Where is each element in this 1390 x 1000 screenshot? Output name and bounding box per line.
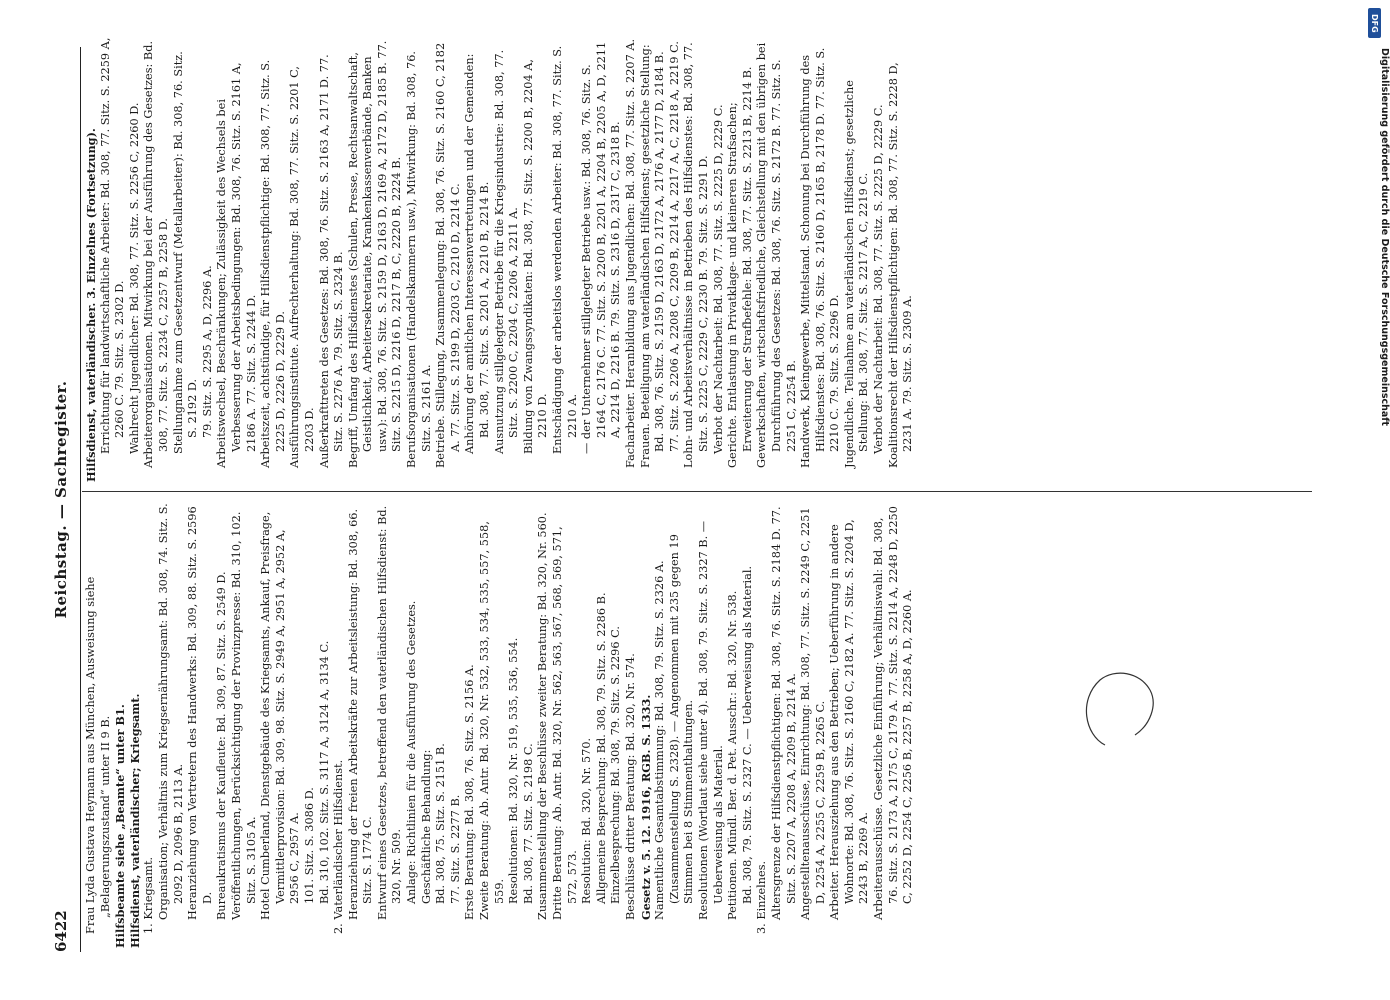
index-entry: Heranziehung der freien Arbeitskräfte zur Arbeitsleistung: Bd. 308, 66. Sitz. S. 1774 C. (346, 508, 375, 920)
index-entry: Resolution: Bd. 320, Nr. 570. (580, 737, 594, 904)
page-number: 6422 (52, 910, 70, 952)
index-entry: Zusammenstellung der Beschlüsse zweiter Beratung: Bd. 320, Nr. 560. (536, 512, 550, 920)
index-entry: Bd. 308, 75. Sitz. S. 2151 B. (434, 743, 448, 904)
index-entry: Außerkrafttreten des Gesetzes: Bd. 308, 76. Sitz. S. 2163 A, 2171 D. 77. Sitz. S. 2276 A. 79. Sitz. S. 2324 B. (317, 54, 346, 468)
index-entry: Dritte Beratung: Ab. Antr. Bd. 320, Nr. 562, 563, 567, 568, 569, 571, 572, 573. (551, 526, 579, 920)
index-entry: 2. Vaterländischer Hilfsdienst. (332, 759, 346, 934)
index-entry: Bd. 308, 77. Sitz. S. 2198 C. (521, 743, 535, 904)
index-entry: Koalitionsrecht der Hilfsdienstpflichtigen: Bd. 308, 77. Sitz. S. 2228 D, 2231 A. 79. Sitz. S. 2309 A. (886, 62, 915, 468)
index-entry: Hilfsdienst, vaterländischer. 3. Einzelnes (Fortsetzung). (84, 128, 98, 482)
index-entry: Berufsorganisationen (Handelskammern usw.), Mitwirkung: Bd. 308, 76. Sitz. S. 2161 A. (405, 50, 433, 468)
index-entry: Bildung von Zwangssyndikaten: Bd. 308, 77. Sitz. S. 2200 B, 2204 A, 2210 D. (521, 59, 550, 454)
index-entry: Lohn- und Arbeitsverhältnisse in Betrieben des Hilfsdienstes: Bd. 308, 77. Sitz. S. 2225 C, 2229 C, 2230 B. 79. Sitz. S. 2291 D. (682, 42, 710, 468)
index-entry: Frau Lyda Gustava Heymann aus München, Ausweisung siehe „Belagerungszustand“ unter II 9 B. (84, 576, 112, 934)
index-entry: Hilfsdienst, vaterländischer; Kriegsamt. (127, 693, 142, 948)
dfg-logo-text: DFG (1370, 13, 1379, 33)
index-entry: Allgemeine Besprechung: Bd. 308, 79. Sitz. S. 2286 B. (594, 592, 608, 904)
right-column (84, 37, 916, 482)
index-entry: Hotel Cumberland, Dienstgebäude des Kriegsamts, Ankauf, Preisfrage, Vermittlerprovision: Bd. 309, 98. Sitz. S. 2949 A, 2951 A, 2952 A, 2956 C, 2957 A. (259, 511, 302, 920)
dfg-logo (1368, 8, 1381, 38)
index-entry: Wahlrecht Jugendlicher: Bd. 308, 77. Sitz. S. 2256 C, 2260 D. (127, 102, 141, 454)
index-entry: Handwerk, Kleingewerbe, Mittelstand. Schonung bei Durchführung des Hilfsdienstes: Bd. 308, 76. Sitz. S. 2160 D, 2165 B, 2178 D. 77. Sitz. S. 2210 C. 79. Sitz. S. 2296 D. (799, 47, 842, 468)
index-entry: 79. Sitz. S. 2295 A, D, 2296 A. (200, 265, 214, 438)
index-entry: Beschlüsse dritter Beratung: Bd. 320, Nr. 574. (623, 653, 637, 920)
index-entry: Facharbeiter. Heranbildung aus Jugendlichen: Bd. 308, 77. Sitz. S. 2207 A. (623, 38, 637, 468)
index-entry: Angestelltenausschüsse, Einrichtung: Bd. 308, 77. Sitz. S. 2249 C, 2251 D, 2254 A, 2255 C, 2259 B, 2265 C. (799, 507, 827, 920)
index-entry: Gerichte. Entlastung in Privatklage- und kleineren Strafsachen; Erweiterung der Strafbefehle: Bd. 308, 77. Sitz. S. 2213 B, 2214 B. (726, 66, 754, 468)
column-divider (82, 491, 1312, 492)
index-entry: Bd. 310, 102. Sitz. S. 3117 A, 3124 A, 3134 C. (317, 640, 331, 904)
index-entry: Jugendliche. Teilnahme am vaterländischen Hilfsdienst; gesetzliche Stellung: Bd. 308, 77. Sitz. S. 2217 A, C, 2219 C. (842, 80, 871, 468)
index-entry: Geschäftliche Behandlung: (419, 749, 433, 904)
left-column (84, 503, 916, 948)
index-entry: 77. Sitz. S. 2277 B. (448, 794, 462, 904)
running-title: Reichstag. — Sachregister. (52, 380, 70, 619)
index-entry: Errichtung für landwirtschaftliche Arbeiter: Bd. 308, 77. Sitz. S. 2259 A, 2260 C. 79. Sitz. S. 2302 D. (98, 37, 127, 454)
index-entry: Organisation; Verhältnis zum Kriegsernährungsamt: Bd. 308, 74. Sitz. S. 2092 D, 2096 B, 2113 A. (156, 503, 185, 920)
index-entry: Anlage: Richtlinien für die Ausführung des Gesetzes. (405, 600, 419, 904)
index-entry: Frauen. Beteiligung am vaterländischen Hilfsdienst; gesetzliche Stellung: Bd. 308, 76. Sitz. S. 2159 D, 2163 D, 2172 A, 2176 A, 2177 D, 2184 B. 77. Sitz. S. 2206 A, 2208 C, 2209 B, 2214 A, 2217 A, C, 2218 A, 2219 C. (638, 40, 681, 468)
index-entry: Betriebe. Stillegung, Zusammenlegung: Bd. 308, 76. Sitz. S. 2160 C, 2182 A. 77. Sitz. S. 2199 D, 2203 C, 2210 D, 2214 C. (434, 42, 462, 468)
index-entry: Entschädigung der arbeitslos werdenden Arbeiter: Bd. 308, 77. Sitz. S. 2210 A. (551, 45, 579, 454)
index-entry: Zweite Beratung: Ab. Antr. Bd. 320, Nr. 532, 533, 534, 535, 557, 558, 559. (478, 521, 506, 920)
index-entry: Resolutionen (Wortlaut siehe unter 4). Bd. 308, 79. Sitz. S. 2327 B. — Ueberweisung als Material. (696, 520, 725, 920)
index-entry: Einzelbesprechung: Bd. 308, 79. Sitz. S. 2296 C. (609, 626, 623, 904)
index-entry: Begriff, Umfang des Hilfsdienstes (Schulen, Presse, Rechtsanwaltschaft, Geistlichkeit, Arbeitersekretariate, Krankenkassenverbände, Banken usw.): Bd. 308, 76. Sitz. S. 2159 D, 2163 D, 2169 A, 2172 D, 2185 B. 77. Sitz. S. 2215 D, 2216 D, 2217 B, C, 2220 B, 2224 B. (346, 40, 404, 468)
index-entry: 1. Kriegsamt. (142, 856, 156, 934)
index-entry: Arbeitszeit, achtstündige, für Hilfsdienstpflichtige: Bd. 308, 77. Sitz. S. 2225 D, 2226 D, 2229 D. (259, 59, 287, 468)
index-entry: Ausführungsinstitute. Aufrechterhaltung: Bd. 308, 77. Sitz. S. 2201 C, 2203 D. (288, 65, 316, 468)
index-entry: Arbeiterausschüsse. Gesetzliche Einführung; Verhältniswahl: Bd. 308, 76. Sitz. S. 2173 A, 2175 C, 2179 A. 77. Sitz. S. 2214 A, 2248 D, 2250 C, 2252 D, 2254 C, 2256 B, 2257 B, 2258 A, D, 2260 A. (872, 506, 915, 920)
index-entry: Heranziehung von Vertretern des Handwerks: Bd. 309, 88. Sitz. S. 2596 D. (186, 506, 214, 920)
index-entry: Arbeiter. Herausziehung aus den Betrieben; Ueberführung in andere Wohnorte: Bd. 308, 76. Sitz. S. 2160 C, 2182 A. 77. Sitz. S. 2204 D, 2243 B, 2269 A. (828, 519, 871, 920)
index-entry: Stellungnahme zum Gesetzentwurf (Metallarbeiter): Bd. 308, 76. Sitz. S. 2192 D. (171, 51, 200, 454)
index-entry: Altersgrenze der Hilfsdienstpflichtigen: Bd. 308, 76. Sitz. S. 2184 D. 77. Sitz. S. 2207 A, 2208 A, 2209 B, 2214 A. (769, 506, 798, 920)
index-entry: Ausnutzung stillgelegter Betriebe für die Kriegsindustrie: Bd. 308, 77. Sitz. S. 2200 C, 2204 C, 2206 A, 2211 A. (492, 49, 521, 454)
index-entry: Bureaukratismus der Kaufleute: Bd. 309, 87. Sitz. S. 2549 D. (215, 571, 229, 920)
index-entry: Gewerkschaften, wirtschaftsfriedliche, Gleichstellung mit den übrigen bei Durchführung des Gesetzes: Bd. 308, 76. Sitz. S. 2172 B. 77. Sitz. S. 2251 C, 2254 B. (755, 42, 798, 468)
digitization-notice: Digitalisierung gefördert durch die Deutsche Forschungsgemeinschaft (1379, 48, 1390, 426)
page-header (52, 47, 74, 952)
index-entry: 101. Sitz. S. 3086 D. (302, 787, 316, 904)
index-entry: Arbeiterorganisationen. Mitwirkung bei der Ausführung des Gesetzes: Bd. 308, 77. Sitz. S. 2234 C, 2257 B, 2258 D. (142, 40, 170, 468)
index-entry: Resolutionen: Bd. 320, Nr. 519, 535, 536, 554. (507, 637, 521, 904)
index-entry: Arbeitswechsel, Beschränkungen; Zulässigkeit des Wechsels bei Verbesserung der Arbeitsbedingungen: Bd. 308, 76. Sitz. S. 2161 A, 2186 A. 77. Sitz. S. 2244 D. (215, 62, 258, 468)
index-entry: Erste Beratung: Bd. 308, 76. Sitz. S. 2156 A. (463, 664, 477, 920)
index-entry: Entwurf eines Gesetzes, betreffend den vaterländischen Hilfsdienst: Bd. 320, Nr. 509. (375, 505, 404, 920)
index-entry: — der Unternehmer stillgelegter Betriebe usw.: Bd. 308, 76. Sitz. S. 2164 C, 2176 C. 77. Sitz. S. 2200 B, 2201 A, 2204 B, 2205 A, D, 2211 A, 2214 D, 2216 B. 79. Sitz. S. 2316 D, 2317 C, 2318 B. (580, 41, 623, 454)
index-entry: Anhörung der amtlichen Interessenvertretungen und der Gemeinden: Bd. 308, 77. Sitz. S. 2201 A, 2210 B, 2214 B. (463, 53, 492, 454)
index-entry: Petitionen. Mündl. Ber. d. Pet. Ausschr.: Bd. 320, Nr. 538. (726, 590, 740, 920)
index-entry: Veröffentlichungen, Berücksichtigung der Provinzpresse: Bd. 310, 102. Sitz. S. 3105 A. (229, 511, 258, 920)
index-entry: Bd. 308, 79. Sitz. S. 2327 C. — Ueberweisung als Material. (740, 565, 754, 904)
header-rule (80, 47, 81, 952)
index-entry: Gesetz v. 5. 12. 1916, RGB. S. 1333. (638, 694, 653, 920)
index-entry: Verbot der Nachtarbeit: Bd. 308, 77. Sitz. S. 2225 D, 2229 C. (711, 104, 725, 454)
index-entry: Verbot der Nachtarbeit: Bd. 308, 77. Sitz. S. 2225 D, 2229 C. (872, 104, 886, 454)
index-entry: Namentliche Gesamtabstimmung: Bd. 308, 79. Sitz. S. 2326 A. (Zusammenstellung S. 2328). — Angenommen mit 235 gegen 19 Stimmen bei 8 Stimmenthaltungen. (653, 534, 696, 920)
index-entry: Hilfsbeamte siehe „Beamte“ unter B1. (113, 704, 128, 948)
index-entry: 3. Einzelnes. (755, 860, 769, 934)
